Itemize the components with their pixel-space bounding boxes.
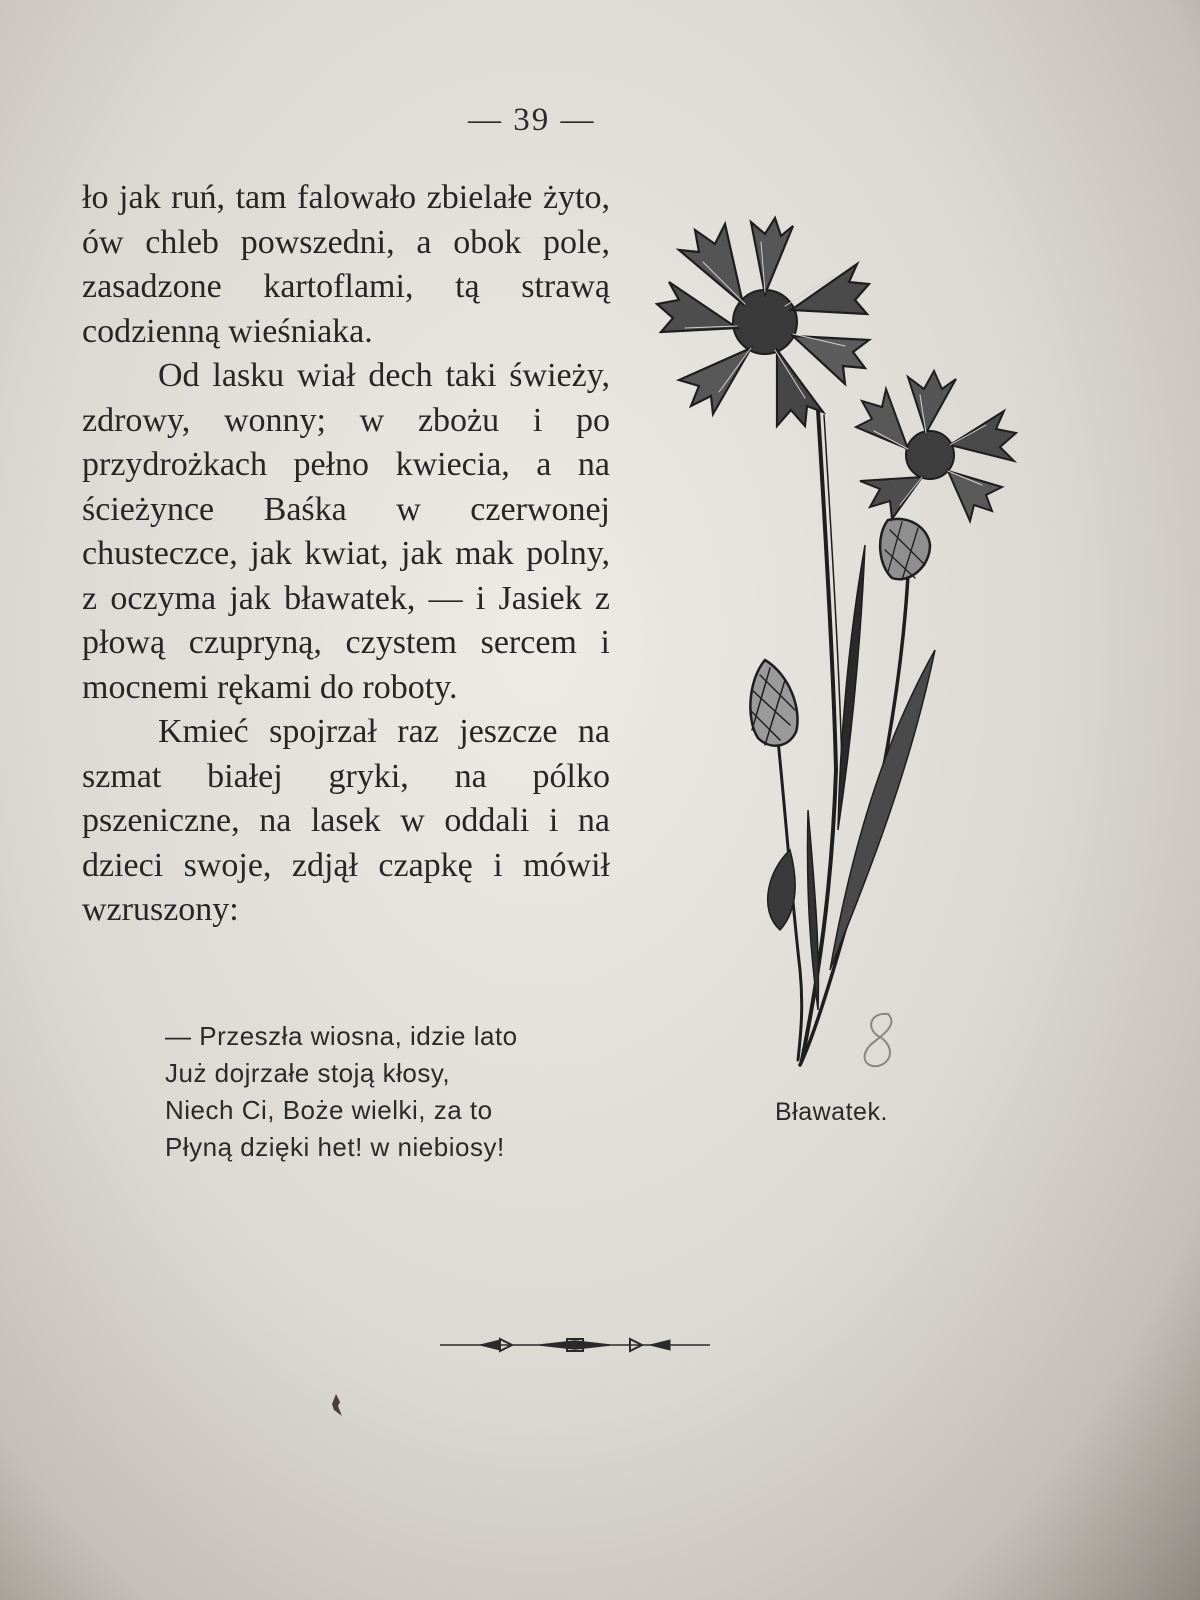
flower-bud [750,660,798,746]
poem-line-2: Już dojrzałe stoją kłosy, [165,1058,451,1088]
paragraph-3: Kmieć spojrzał raz jeszcze na szmat białej gryki, na pólko pszeniczne, na lasek w oddali i na dzieci swoje, zdjął czapkę i mówił wzruszony: [82,713,610,928]
ink-speck [328,1392,348,1418]
poem-line-3: Niech Ci, Boże wielki, za to [165,1095,493,1125]
cornflower-second [856,371,1016,521]
poem-stanza [165,1018,518,1166]
paragraph-2: Od lasku wiał dech taki świeży, zdrowy, wonny; w zbożu i po przydrożkach pełno kwiecia, a na ścieżynce Baśka w czerwonej chusteczce, jak kwiat, jak mak polny, z oczyma jak bławatek, — i Jasiek z płową czupryną, czystem sercem i mocnemi rękami do roboty. [82,357,610,706]
poem-line-4: Płyną dzięki het! w niebiosy! [165,1132,505,1162]
illustration-caption: Bławatek. [775,1098,888,1126]
cornflower-illustration [640,210,1060,1090]
pencil-mark [850,1006,910,1076]
leaf-3 [807,810,818,1010]
prose-text [82,176,610,933]
ornament-divider [440,1330,710,1360]
leaf-base [768,850,795,930]
leaf-1 [838,545,865,830]
paragraph-1: ło jak ruń, tam falowało zbielałe żyto, ów chleb powszedni, a obok pole, zasadzone kartoflami, tą strawą codzienną wieśniaka. [82,179,610,350]
page-number: — 39 — [468,102,596,138]
poem-line-1: — Przeszła wiosna, idzie lato [165,1021,518,1051]
cornflower-large [657,218,869,426]
flower-head-small [880,519,930,580]
